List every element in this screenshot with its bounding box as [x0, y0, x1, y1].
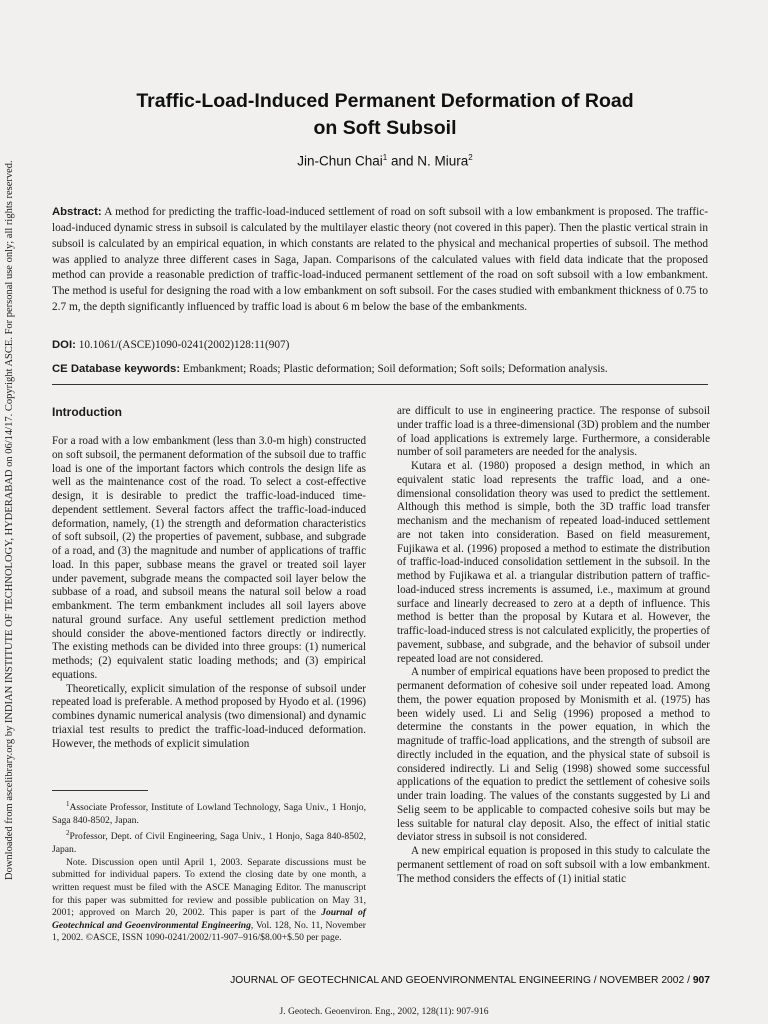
- intro-paragraph-2: Theoretically, explicit simulation of the response of subsoil under repeated load is preferable. A method proposed by Hyodo et al. (1996) combines dynamic numerical analysis (two dimensional) and dynamic triaxial test results to predict the traffic-load-induced deformation. However, the methods of explicit simulation: [52, 682, 366, 750]
- journal-footer: [230, 975, 710, 986]
- keywords-label: CE Database keywords:: [52, 363, 181, 375]
- keywords-value: Embankment; Roads; Plastic deformation; Soil deformation; Soft soils; Deformation analysis.: [182, 363, 608, 375]
- introduction-heading: Introduction: [52, 405, 122, 419]
- author-separator: and: [387, 153, 418, 169]
- keywords: [52, 362, 708, 377]
- author-1-affiliation: 1: [382, 153, 388, 162]
- footnote-note: [52, 857, 366, 945]
- abstract-label: Abstract:: [52, 206, 102, 218]
- author-1: Jin-Chun Chai: [297, 153, 383, 169]
- footnote-divider: [52, 790, 148, 791]
- abstract-text: A method for predicting the traffic-load-induced settlement of road on soft subsoil with a low embankment is proposed. The traffic-load-induced dynamic stress in subsoil is calculated by the multilayer elastic theory (not covered in this paper). Then the plastic vertical strain in subsoil is calculated by an empirical equation, in which constants are related to the physical and mechanical properties of subsoil. The method was applied to analyze three different cases in Saga, Japan. Comparisons of the calculated values with field data indicate that the proposed method can provide a reasonable prediction of traffic-load-induced permanent settlement of the road on soft subsoil with a low embankment. The method is useful for designing the road with a low embankment on soft subsoil. For the cases studied with embankment thickness of 0.75 to 2.7 m, the depth significantly influenced by traffic load is about 6 m below the base of the embankments.: [52, 206, 708, 314]
- footnotes: [52, 798, 366, 945]
- footnote-2-mark: 2: [66, 829, 70, 838]
- intro-paragraph-3: Kutara et al. (1980) proposed a design method, in which an equivalent static load represents the traffic load, and a one-dimensional consolidation theory was used to predict the settlement. Although this method is simple, both the 3D traffic load transfer mechanism and the mechanism of repeated load-induced settlement are not taken into consideration. Based on field measurement, Fujikawa et al. (1996) proposed a method to estimate the distribution of traffic-load-induced consolidation settlement in the subsoil. In the method by Fujikawa et al. a triangular distribution pattern of traffic-load-induced stress increments is assumed, i.e., maximum at ground surface and linearly decreased to zero at a depth of influence. This method is better than the proposal by Kutara et al. However, the traffic-load-induced stress is not calculated explicitly, the properties of pavement, subbase, and subgrade, and the behavior of subsoil under repeated load are not considered.: [397, 460, 710, 665]
- note-text-b: , Vol. 128, No. 11, November 1, 2002. ©ASCE, ISSN 1090-0241/2002/11-907–916/$8.00+$.50 per page.: [52, 919, 366, 944]
- footnote-1-mark: 1: [66, 800, 70, 808]
- doi-value: 10.1061/(ASCE)1090-0241(2002)128:11(907): [78, 339, 290, 351]
- intro-paragraph-4: A number of empirical equations have been proposed to predict the permanent deformation of cohesive soil under repeated load. Among them, the power equation proposed by Monismith et al. (1975) has been widely used. Li and Selig (1996) proposed a method to determine the constants in the power equation, in which the magnitude of traffic-load applications, and the strength of subsoil are directly included in the equation, and the physical state of subsoil is considered indirectly. Li and Selig (1998) showed some successful applications of the equation to predict the settlement of cohesive soils under train loading. The values of the constants suggested by Li and Selig seem to be applicable to compacted cohesive soils but may be less suitable for natural clay deposit. Also, the effect of initial static deviator stress in subsoil is not considered.: [397, 666, 710, 844]
- header-divider: [52, 384, 708, 385]
- abstract: [52, 205, 708, 316]
- title-line-2: on Soft Subsoil: [313, 117, 457, 139]
- footnote-2: [52, 827, 366, 856]
- left-column: [52, 405, 366, 751]
- download-notice: Downloaded from ascelibrary.org by INDIAN INSTITUTE OF TECHNOLOGY, HYDERABAD on 06/14/17. Copyright ASCE. For personal use only; all rights reserved.: [4, 160, 15, 880]
- footnote-2-text: Professor, Dept. of Civil Engineering, Saga Univ., 1 Honjo, Saga 840-8502, Japan.: [52, 831, 366, 856]
- author-2-affiliation: 2: [468, 153, 473, 162]
- footnote-1-text: Associate Professor, Institute of Lowland Technology, Saga Univ., 1 Honjo, Saga 840-8502, Japan.: [52, 802, 366, 826]
- author-list: [60, 153, 710, 169]
- note-text-a: Note. Discussion open until April 1, 2003. Separate discussions must be submitted for individual papers. To extend the closing date by one month, a written request must be filed with the ASCE Managing Editor. The manuscript for this paper was submitted for review and possible publication on May 31, 2001; approved on March 20, 2002. This paper is part of the: [52, 856, 366, 919]
- author-2: N. Miura: [417, 153, 469, 169]
- intro-paragraph-2-continued: are difficult to use in engineering practice. The response of subsoil under traffic load is a three-dimensional (3D) problem and the number of load applications is extremely large. Furthermore, a considerable number of soil parameters are needed for the analysis.: [397, 405, 710, 459]
- paper-title: [60, 88, 710, 142]
- title-line-1: Traffic-Load-Induced Permanent Deformation of Road: [136, 90, 634, 112]
- doi: [52, 338, 708, 353]
- right-column: [397, 405, 710, 886]
- citation: J. Geotech. Geoenviron. Eng., 2002, 128(11): 907-916: [279, 1006, 489, 1017]
- journal-footer-text: JOURNAL OF GEOTECHNICAL AND GEOENVIRONMENTAL ENGINEERING / NOVEMBER 2002 /: [230, 975, 693, 986]
- intro-paragraph-1: For a road with a low embankment (less than 3.0-m high) constructed on soft subsoil, the permanent deformation of the subsoil due to traffic load is one of the important factors which controls the design life as well as the maintenance cost of the road. To select a cost-effective design, it is desirable to predict the traffic-load-induced time-dependent settlement. Several factors affect the traffic-load-induced deformation, namely, (1) the strength and deformation characteristics of soft subsoil, (2) the properties of pavement, subbase, and subgrade of a road, and (3) the magnitude and number of applications of traffic load. In this paper, subbase means the gravel or treated soil layer under pavement, subgrade means the compacted soil layer below the subbase of a road, and subsoil means the natural soil below a road embankment. The term embankment includes all soil layers above natural ground surface. Any useful settlement prediction method should consider the above-mentioned factors directly or indirectly. The existing methods can be divided into three groups: (1) numerical methods; (2) equivalent static loading methods; and (3) empirical equations.: [52, 435, 366, 681]
- footnote-1: [52, 798, 366, 827]
- note-journal-name: Journal of Geotechnical and Geoenvironmental Engineering: [52, 907, 366, 931]
- intro-paragraph-5: A new empirical equation is proposed in this study to calculate the permanent settlement of road on soft subsoil with a low embankment. The method considers the effects of (1) initial static: [397, 845, 710, 885]
- doi-label: DOI:: [52, 339, 76, 351]
- page-number: 907: [692, 975, 710, 986]
